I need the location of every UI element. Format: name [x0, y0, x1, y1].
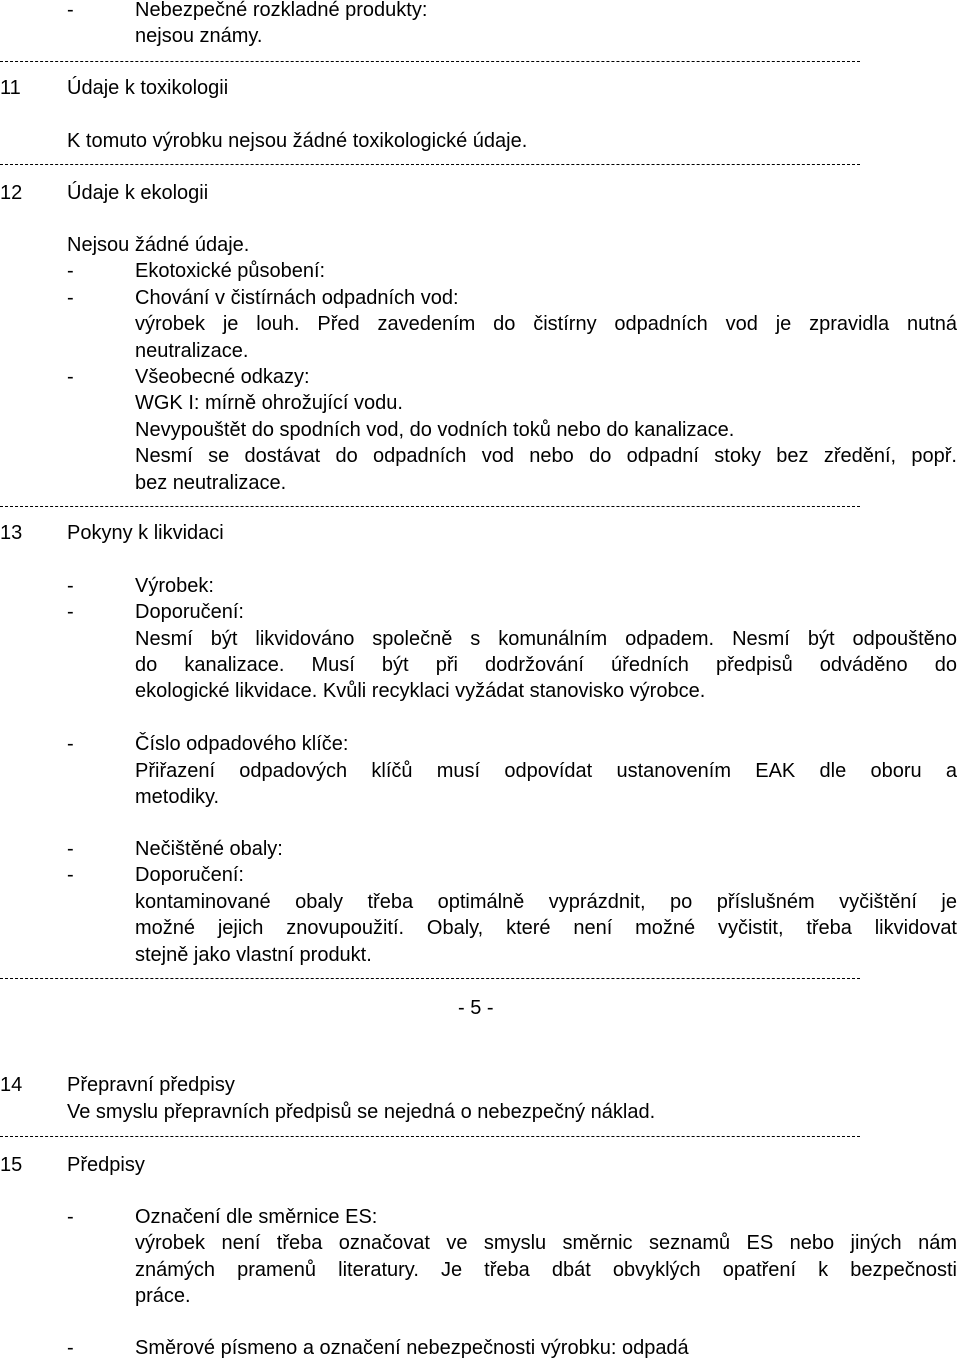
section-13-line: Přiřazení odpadových klíčů musí odpovídat ustanovením EAK dle oboru a: [135, 760, 957, 782]
section-14-text: Ve smyslu přepravních předpisů se nejedná o nebezpečný náklad.: [67, 1101, 656, 1123]
section-13-title: Pokyny k likvidaci: [67, 522, 224, 544]
bullet: -: [67, 1337, 74, 1359]
section-15-line: známých pramenů literatury. Je třeba dbát obvyklých opatření k bezpečnosti: [135, 1259, 957, 1281]
bullet: -: [67, 601, 74, 623]
section-13-line: Výrobek:: [135, 575, 214, 597]
section-12-line: Chování v čistírnách odpadních vod:: [135, 287, 459, 309]
section-12-line: Nesmí se dostávat do odpadních vod nebo do odpadní stoky bez zředění, popř.: [135, 445, 957, 467]
section-15-line: Směrové písmeno a označení nebezpečnosti výrobku: odpadá: [135, 1337, 689, 1359]
section-13-line: Nesmí být likvidováno společně s komunálním odpadem. Nesmí být odpouštěno: [135, 628, 957, 650]
section-12-title: Údaje k ekologii: [67, 182, 209, 204]
section-13-line: metodiky.: [135, 786, 220, 808]
section-12-line: neutralizace.: [135, 340, 249, 362]
bullet: -: [67, 864, 74, 886]
section-15-line: Označení dle směrnice ES:: [135, 1206, 378, 1228]
section-13-line: Doporučení:: [135, 601, 244, 623]
section-12-number: 12: [0, 182, 23, 204]
section-12-line: Všeobecné odkazy:: [135, 366, 310, 388]
separator: [0, 61, 860, 62]
section-12-line: výrobek je louh. Před zavedením do čistírny odpadních vod je zpravidla nutná: [135, 313, 957, 335]
separator: [0, 506, 860, 507]
section-13-line: do kanalizace. Musí být při dodržování úředních předpisů odváděno do: [135, 654, 957, 676]
section-13-number: 13: [0, 522, 23, 544]
page-number: - 5 -: [458, 997, 494, 1019]
section-12-line: bez neutralizace.: [135, 472, 287, 494]
decomposition-label: Nebezpečné rozkladné produkty:: [135, 0, 428, 21]
section-14-number: 14: [0, 1074, 23, 1096]
section-15-title: Předpisy: [67, 1154, 145, 1176]
bullet: -: [67, 0, 74, 21]
section-15-line: výrobek není třeba označovat ve smyslu směrnic seznamů ES nebo jiných nám: [135, 1232, 957, 1254]
section-11-title: Údaje k toxikologii: [67, 77, 229, 99]
bullet: -: [67, 575, 74, 597]
section-11-text: K tomuto výrobku nejsou žádné toxikologické údaje.: [67, 130, 528, 152]
bullet: -: [67, 1206, 74, 1228]
separator: [0, 978, 860, 979]
bullet: -: [67, 733, 74, 755]
section-15-line: práce.: [135, 1285, 191, 1307]
section-15-number: 15: [0, 1154, 23, 1176]
section-13-line: Doporučení:: [135, 864, 244, 886]
section-13-line: Číslo odpadového klíče:: [135, 733, 349, 755]
section-12-line: Ekotoxické působení:: [135, 260, 326, 282]
section-11-number: 11: [0, 77, 21, 99]
decomposition-value: nejsou známy.: [135, 25, 263, 47]
bullet: -: [67, 366, 74, 388]
bullet: -: [67, 838, 74, 860]
section-13-line: stejně jako vlastní produkt.: [135, 944, 372, 966]
bullet: -: [67, 260, 74, 282]
section-13-line: kontaminované obaly třeba optimálně vyprázdnit, po příslušném vyčištění je: [135, 891, 957, 913]
separator: [0, 1136, 860, 1137]
section-13-line: možné jejich znovupoužití. Obaly, které není možné vyčistit, třeba likvidovat: [135, 917, 957, 939]
section-12-line: Nevypouštět do spodních vod, do vodních toků nebo do kanalizace.: [135, 419, 735, 441]
separator: [0, 164, 860, 165]
bullet: -: [67, 287, 74, 309]
section-13-line: Nečištěné obaly:: [135, 838, 283, 860]
section-12-line: WGK I: mírně ohrožující vodu.: [135, 392, 403, 414]
section-14-title: Přepravní předpisy: [67, 1074, 235, 1096]
section-13-line: ekologické likvidace. Kvůli recyklaci vyžádat stanovisko výrobce.: [135, 680, 706, 702]
section-12-intro: Nejsou žádné údaje.: [67, 234, 250, 256]
